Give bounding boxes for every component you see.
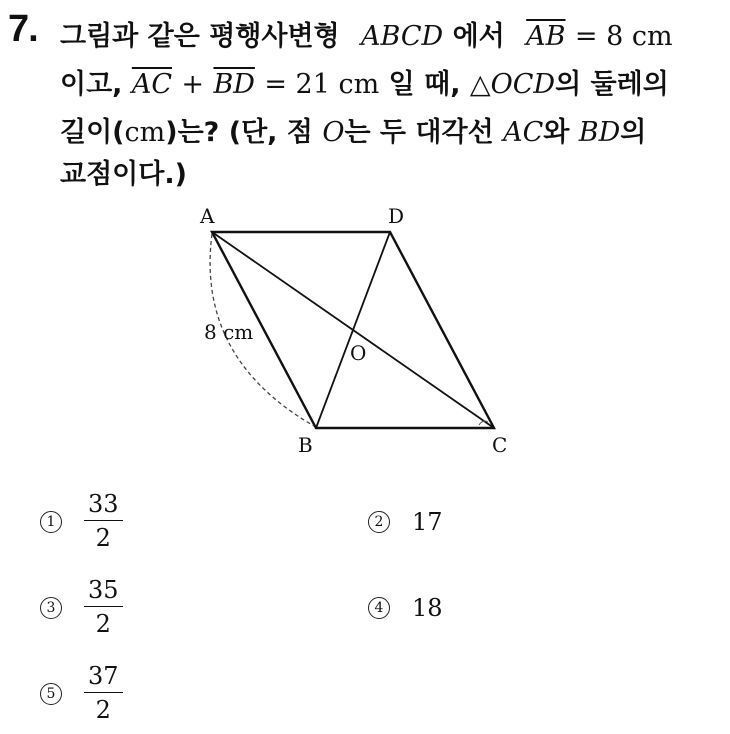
math-ac: AC bbox=[503, 117, 544, 148]
math-plus: + bbox=[181, 69, 205, 100]
text: 와 bbox=[543, 117, 570, 148]
choice-value: 18 bbox=[412, 594, 443, 622]
numerator: 37 bbox=[84, 662, 123, 693]
choice-4[interactable] bbox=[368, 594, 443, 622]
label-b: B bbox=[298, 433, 313, 457]
parallelogram-figure bbox=[190, 198, 530, 468]
math-o: O bbox=[322, 117, 345, 148]
label-o: O bbox=[350, 341, 367, 365]
question-line-3 bbox=[60, 110, 646, 149]
label-side-ab: 8 cm bbox=[204, 320, 254, 344]
math-unit: cm bbox=[124, 117, 166, 148]
text: 그림과 같은 평행사변형 bbox=[60, 21, 340, 52]
question-line-1 bbox=[60, 14, 673, 53]
question-number: 7. bbox=[8, 8, 38, 50]
label-a: A bbox=[200, 204, 215, 228]
text: 에서 bbox=[452, 21, 505, 52]
choice-mark: 1 bbox=[40, 511, 62, 533]
choice-3[interactable] bbox=[40, 576, 123, 639]
choice-fraction bbox=[84, 490, 123, 553]
choice-mark: 2 bbox=[368, 511, 390, 533]
label-c: C bbox=[492, 433, 508, 457]
diagonal-bd bbox=[316, 232, 390, 428]
choice-1[interactable] bbox=[40, 490, 123, 553]
choice-value: 17 bbox=[412, 508, 443, 536]
denominator: 2 bbox=[95, 610, 111, 638]
text: 일 때, △ bbox=[388, 69, 491, 100]
question-line-4 bbox=[60, 152, 187, 191]
choice-2[interactable] bbox=[368, 508, 443, 536]
text: )는? (단, 점 bbox=[165, 117, 313, 148]
choice-5[interactable] bbox=[40, 662, 123, 725]
numerator: 35 bbox=[84, 576, 123, 607]
text: 의 bbox=[620, 117, 647, 148]
choice-mark: 4 bbox=[368, 597, 390, 619]
text: 의 둘레의 bbox=[555, 69, 669, 100]
math-eq-21: = 21 cm bbox=[264, 69, 380, 100]
text: 교점이다.) bbox=[60, 159, 187, 190]
label-d: D bbox=[388, 204, 405, 228]
math-bd: BD bbox=[578, 117, 621, 148]
math-bd: $\overline{BD}$ bbox=[213, 69, 255, 100]
choice-mark: 5 bbox=[40, 683, 62, 705]
math-ac: $\overline{AC}$ bbox=[131, 69, 172, 100]
math-abcd: ABCD bbox=[361, 21, 444, 52]
denominator: 2 bbox=[95, 524, 111, 552]
math-eq-8: = 8 cm bbox=[574, 21, 673, 52]
question-line-2 bbox=[60, 62, 669, 101]
choice-fraction bbox=[84, 576, 123, 639]
math-ab: $\overline{AB}$ bbox=[526, 21, 566, 52]
math-ocd: OCD bbox=[490, 69, 556, 100]
text: 이고, bbox=[60, 69, 123, 100]
numerator: 33 bbox=[84, 490, 123, 521]
choice-fraction bbox=[84, 662, 123, 725]
text: 길이( bbox=[60, 117, 125, 148]
denominator: 2 bbox=[95, 696, 111, 724]
text: 는 두 대각선 bbox=[344, 117, 494, 148]
choice-mark: 3 bbox=[40, 597, 62, 619]
